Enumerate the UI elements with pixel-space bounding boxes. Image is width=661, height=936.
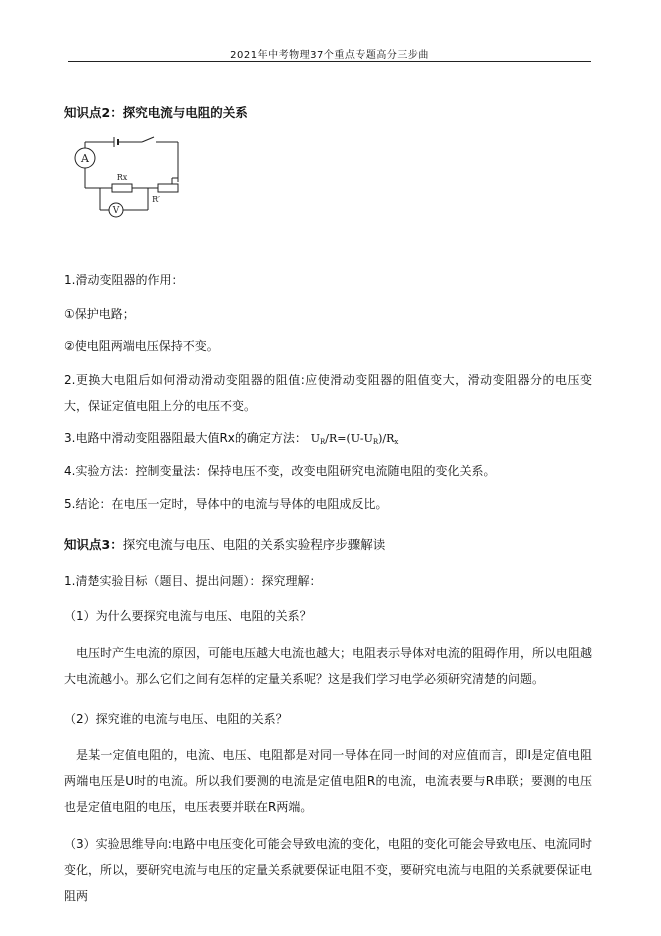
s2-item-1: 1.滑动变阻器的作用： bbox=[64, 273, 184, 287]
s2-item-6: 4.实验方法：控制变量法：保持电压不变，改变电阻研究电流随电阻的变化关系。 bbox=[64, 464, 496, 478]
header-rule bbox=[68, 61, 591, 62]
s3-item-6: （3）实验思维导向:电路中电压变化可能会导致电流的变化，电阻的变化可能会导致电压、电流同时变化，所以，要研究电流与电压的定量关系就要保证电阻不变，要研究电流与电阻的关系就要保证电阻两 bbox=[64, 837, 593, 903]
ammeter-label: A bbox=[81, 152, 89, 165]
s3-item-4: （2）探究谁的电流与电压、电阻的关系？ bbox=[64, 712, 288, 726]
section3-title-rest: 探究电流与电压、电阻的关系实验程序步骤解读 bbox=[122, 537, 386, 552]
s3-item-1: 1.清楚实验目标（题目、提出问题）：探究理解： bbox=[64, 574, 322, 588]
section2-title: 知识点2：探究电流与电阻的关系 bbox=[64, 105, 248, 120]
rx-formula: $U_R/R=(U-U_R)/R_x$ bbox=[310, 432, 399, 446]
rheostat-label: R′ bbox=[152, 195, 160, 204]
s2-item-3: ②使电阻两端电压保持不变。 bbox=[64, 339, 219, 353]
section3-title bbox=[64, 535, 385, 553]
s3-item-3: 电压时产生电流的原因，可能电压越大电流也越大；电阻表示导体对电流的阻碍作用，所以电阻越大电流越小。那么它们之间有怎样的定量关系呢？这是我们学习电学必须研究清楚的问题。 bbox=[64, 646, 593, 686]
s2-item-7: 5.结论：在电压一定时，导体中的电流与导体的电阻成反比。 bbox=[64, 497, 388, 511]
section3-title-bold: 知识点3： bbox=[64, 537, 123, 552]
s2-item-5-text: 3.电路中滑动变阻器阻最大值Rx的确定方法： bbox=[64, 431, 307, 445]
voltmeter-label: V bbox=[112, 206, 120, 216]
circuit-diagram bbox=[72, 134, 192, 224]
s3-item-2: （1）为什么要探究电流与电压、电阻的关系？ bbox=[64, 609, 312, 623]
resistor-label: Rx bbox=[116, 173, 128, 182]
s2-item-2: ①保护电路； bbox=[64, 307, 135, 321]
page-header: 2021年中考物理37个重点专题高分三步曲 bbox=[230, 50, 429, 61]
s2-item-5 bbox=[64, 429, 398, 446]
s2-item-4: 2.更换大电阻后如何滑动滑动变阻器的阻值:应使滑动变阻器的阻值变大，滑动变阻器分的电压变大，保证定值电阻上分的电压不变。 bbox=[64, 373, 592, 413]
s3-item-5: 是某一定值电阻的，电流、电压、电阻都是对同一导体在同一时间的对应值而言，即I是定值电阻两端电压是U时的电流。所以我们要测的电流是定值电阻R的电流，电流表要与R串联；要测的电压也是定值电阻的电压，电压表要并联在R两端。 bbox=[64, 748, 592, 814]
